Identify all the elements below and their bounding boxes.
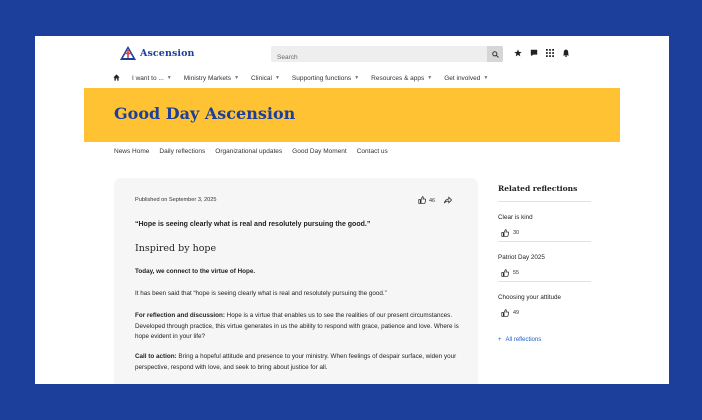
subnav-item-contact-us[interactable]: Contact us bbox=[356, 148, 388, 155]
article-quote: “Hope is seeing clearly what is real and resolutely pursuing the good.” bbox=[135, 221, 371, 228]
related-item-title[interactable]: Choosing your attitude bbox=[498, 294, 562, 301]
subnav-item-news-home[interactable]: News Home bbox=[114, 148, 150, 155]
thumbs-up-icon[interactable] bbox=[501, 269, 509, 277]
thumbs-up-icon[interactable] bbox=[501, 229, 509, 237]
page-title: Good Day Ascension bbox=[114, 104, 296, 123]
star-icon[interactable] bbox=[513, 48, 522, 57]
all-reflections-link[interactable] bbox=[498, 337, 541, 343]
all-reflections-label: All reflections bbox=[505, 337, 542, 343]
search-input[interactable] bbox=[271, 50, 486, 66]
article-paragraph-call-to-action bbox=[135, 352, 460, 373]
share-button[interactable] bbox=[444, 196, 452, 206]
article-title: Inspired by hope bbox=[135, 243, 217, 254]
like-count: 49 bbox=[513, 310, 520, 316]
chevron-down-icon: ▼ bbox=[166, 75, 172, 81]
reflection-label: For reflection and discussion: bbox=[135, 312, 225, 319]
list-item[interactable] bbox=[498, 242, 591, 282]
main-nav bbox=[113, 72, 488, 84]
sub-nav bbox=[114, 148, 388, 155]
nav-item-supporting-functions[interactable]: Supporting functions ▼ bbox=[291, 74, 360, 82]
list-item[interactable] bbox=[498, 202, 591, 242]
ascension-logo[interactable] bbox=[120, 46, 195, 60]
logo-text: Ascension bbox=[140, 47, 195, 59]
list-item[interactable] bbox=[498, 282, 591, 322]
search-box bbox=[271, 46, 503, 62]
call-to-action-label: Call to action: bbox=[135, 353, 177, 360]
search-icon bbox=[492, 51, 499, 58]
nav-item-ministry-markets[interactable]: Ministry Markets ▼ bbox=[183, 74, 240, 82]
apps-grid-icon[interactable] bbox=[545, 48, 554, 57]
article-paragraph-reflection bbox=[135, 311, 460, 343]
nav-item-get-involved[interactable]: Get involved ▼ bbox=[444, 74, 489, 82]
nav-item-clinical[interactable]: Clinical ▼ bbox=[251, 74, 280, 82]
reflection-text: Hope is a virtue that enables us to see the realities of our present circumstances. Developed through practice, this virtue generates in us the ability to respond with grace, patience and love. Where is hope evident in your life? bbox=[135, 312, 459, 340]
article-lead: Today, we connect to the virtue of Hope. bbox=[135, 268, 256, 275]
subnav-item-daily-reflections[interactable]: Daily reflections bbox=[159, 148, 206, 155]
thumbs-up-icon[interactable] bbox=[501, 309, 509, 317]
hero-banner bbox=[84, 88, 620, 142]
chevron-down-icon: ▼ bbox=[483, 75, 489, 81]
related-reflections-title: Related reflections bbox=[498, 184, 591, 202]
article-card bbox=[114, 178, 478, 384]
published-date: Published on September 3, 2025 bbox=[135, 197, 217, 203]
like-button[interactable] bbox=[418, 196, 426, 206]
like-count: 30 bbox=[513, 230, 520, 236]
related-item-likes bbox=[501, 269, 519, 277]
related-reflections bbox=[498, 184, 591, 343]
thumbs-up-icon bbox=[418, 196, 426, 204]
nav-item-resources-apps[interactable]: Resources & apps ▼ bbox=[371, 74, 433, 82]
call-to-action-text: Bring a hopeful attitude and presence to your ministry. When feelings of despair surface, widen your perspective, respond with love, and seek to bring about justice for all. bbox=[135, 353, 457, 371]
nav-item-i-want-to[interactable]: I want to ... ▼ bbox=[132, 74, 172, 82]
header-icons bbox=[513, 48, 570, 57]
like-count: 46 bbox=[429, 198, 436, 204]
article-paragraph: It has been said that “hope is seeing clearly what is real and resolutely pursuing the good.” bbox=[135, 290, 387, 297]
top-bar bbox=[35, 36, 669, 70]
logo-mark-icon bbox=[120, 46, 136, 60]
like-count: 55 bbox=[513, 270, 520, 276]
page bbox=[35, 36, 669, 384]
chevron-down-icon: ▼ bbox=[234, 75, 240, 81]
search-button[interactable] bbox=[487, 46, 503, 62]
home-icon[interactable] bbox=[113, 74, 120, 83]
article-actions bbox=[418, 196, 452, 206]
chat-icon[interactable] bbox=[529, 48, 538, 57]
related-item-title[interactable]: Clear is kind bbox=[498, 214, 533, 221]
chevron-down-icon: ▼ bbox=[354, 75, 360, 81]
chevron-down-icon: ▼ bbox=[427, 75, 433, 81]
chevron-down-icon: ▼ bbox=[274, 75, 280, 81]
subnav-item-good-day-moment[interactable]: Good Day Moment bbox=[292, 148, 347, 155]
related-item-title[interactable]: Patriot Day 2025 bbox=[498, 254, 545, 261]
plus-icon: + bbox=[498, 337, 502, 343]
bell-icon[interactable] bbox=[561, 48, 570, 57]
related-item-likes bbox=[501, 309, 519, 317]
share-icon bbox=[444, 196, 452, 204]
related-item-likes bbox=[501, 229, 519, 237]
subnav-item-organizational-updates[interactable]: Organizational updates bbox=[215, 148, 283, 155]
